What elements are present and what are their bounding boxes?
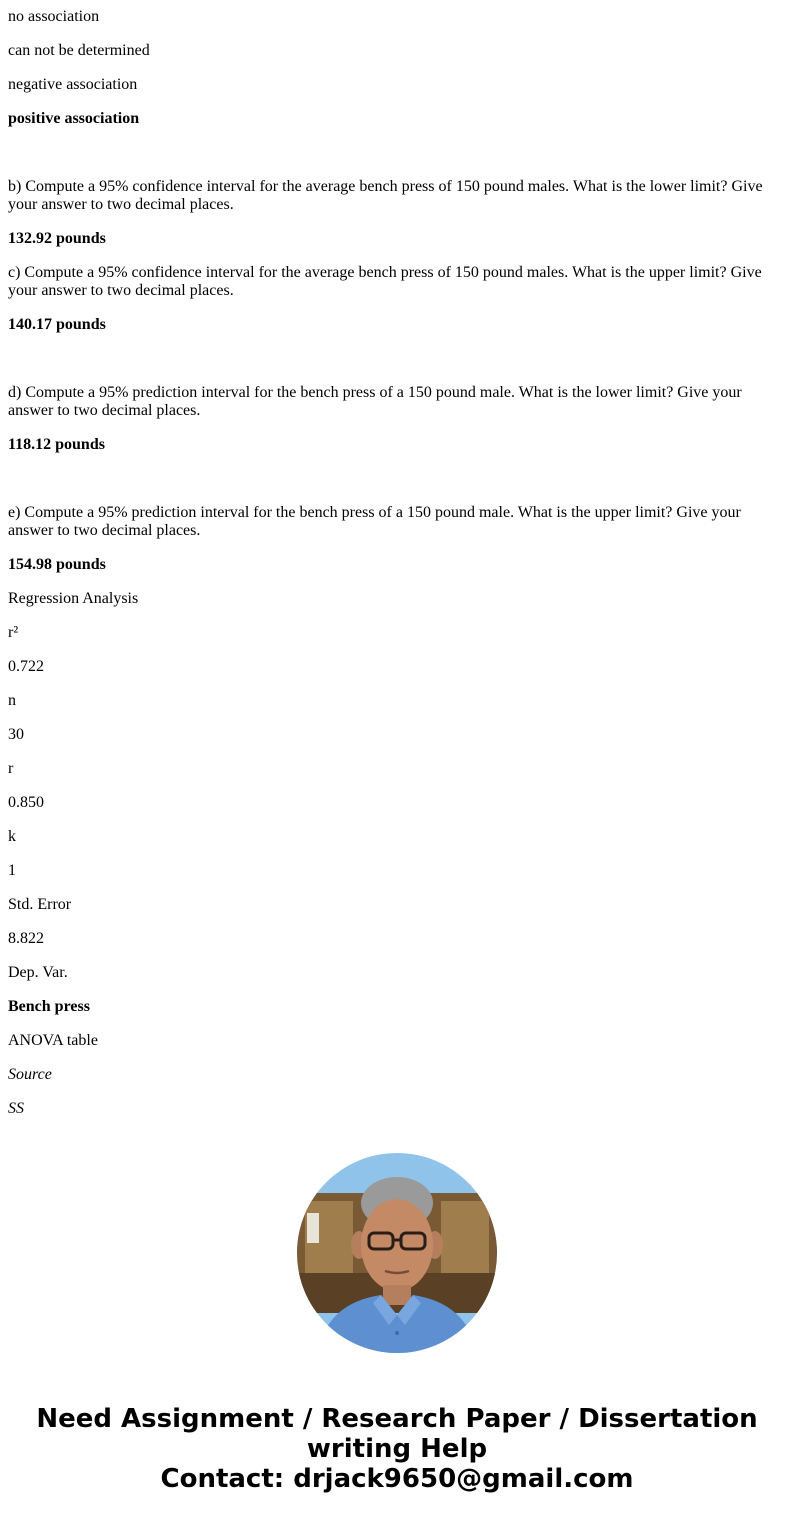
question-c: c) Compute a 95% confidence interval for the average bench press of 150 pound males. What is the upper limit? Give your answer to two decimal places.: [8, 264, 762, 299]
question-e: e) Compute a 95% prediction interval for the bench press of a 150 pound male. What is the upper limit? Give your answer to two decimal places.: [8, 504, 741, 539]
promo-line-2: writing Help: [306, 1434, 488, 1464]
answer-c: 140.17 pounds: [8, 316, 106, 333]
question-d: d) Compute a 95% prediction interval for the bench press of a 150 pound male. What is the lower limit? Give your answer to two decimal places.: [8, 384, 742, 419]
promo-contact: Contact: drjack9650@gmail.com: [160, 1464, 634, 1494]
option-no-association: no association: [8, 8, 100, 25]
regression-value-r2: 0.722: [8, 658, 44, 675]
regression-label-k: k: [8, 828, 16, 845]
answer-e: 154.98 pounds: [8, 556, 106, 573]
promo-banner: [0, 1404, 794, 1494]
blank-line: [8, 144, 778, 162]
option-cannot-be-determined: can not be determined: [8, 42, 150, 59]
blank-line: [8, 470, 778, 488]
document-content: [8, 0, 778, 1134]
author-photo: [297, 1153, 497, 1353]
regression-label-dep-var: Dep. Var.: [8, 964, 68, 981]
regression-label-std-error: Std. Error: [8, 896, 72, 913]
anova-heading: ANOVA table: [8, 1032, 98, 1049]
regression-value-k: 1: [8, 862, 16, 879]
regression-value-r: 0.850: [8, 794, 44, 811]
regression-value-dep-var: Bench press: [8, 998, 90, 1015]
question-b: b) Compute a 95% confidence interval for the average bench press of 150 pound males. What is the lower limit? Give your answer to two decimal places.: [8, 178, 763, 213]
blank-line: [8, 350, 778, 368]
answer-b: 132.92 pounds: [8, 230, 106, 247]
answer-d: 118.12 pounds: [8, 436, 105, 453]
regression-value-n: 30: [8, 726, 24, 743]
regression-heading: Regression Analysis: [8, 590, 139, 607]
promo-line-1: Need Assignment / Research Paper / Dissertation: [36, 1404, 758, 1434]
regression-value-std-error: 8.822: [8, 930, 44, 947]
anova-col-ss: SS: [8, 1100, 24, 1117]
regression-label-r: r: [8, 760, 14, 777]
anova-col-source: Source: [8, 1066, 52, 1083]
regression-label-n: n: [8, 692, 16, 709]
regression-label-r2: r²: [8, 624, 19, 641]
option-negative-association: negative association: [8, 76, 138, 93]
option-positive-association: positive association: [8, 110, 140, 127]
